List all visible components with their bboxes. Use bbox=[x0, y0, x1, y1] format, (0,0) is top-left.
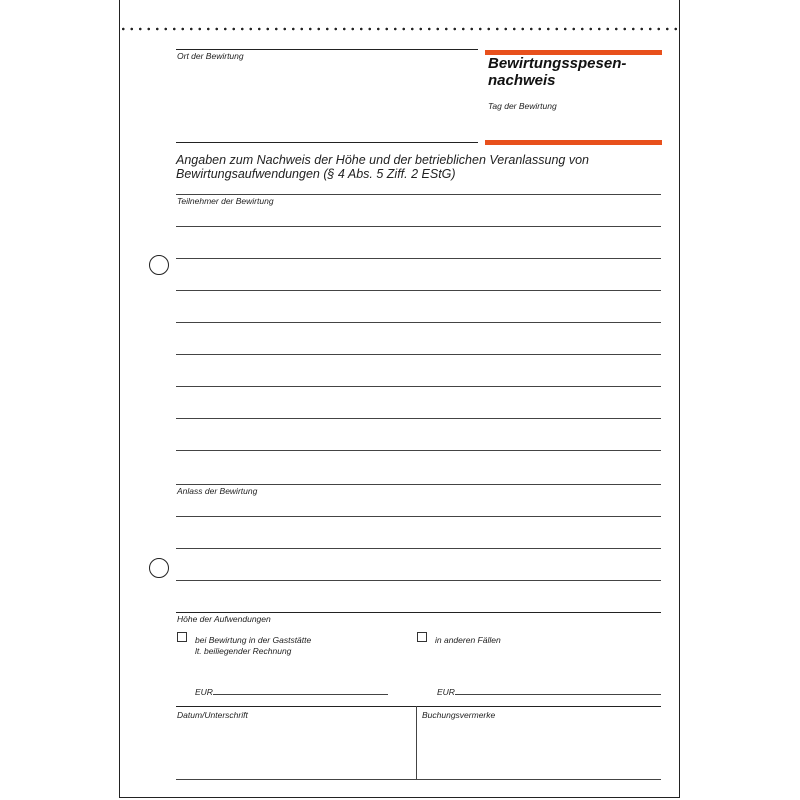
anlass-line-2[interactable] bbox=[176, 548, 661, 549]
teilnehmer-line-1[interactable] bbox=[176, 226, 661, 227]
option-andere-label: in anderen Fällen bbox=[435, 635, 501, 645]
teilnehmer-line-8[interactable] bbox=[176, 450, 661, 451]
form-title bbox=[488, 55, 626, 89]
teilnehmer-line-5[interactable] bbox=[176, 354, 661, 355]
hoehe-label: Höhe der Aufwendungen bbox=[177, 614, 271, 624]
teilnehmer-line-3[interactable] bbox=[176, 290, 661, 291]
signature-divider bbox=[416, 706, 417, 779]
anlass-label: Anlass der Bewirtung bbox=[177, 486, 258, 496]
buchung-label: Buchungsvermerke bbox=[422, 710, 496, 720]
punch-hole-top bbox=[149, 255, 169, 275]
teilnehmer-line-7[interactable] bbox=[176, 418, 661, 419]
hoehe-top-line bbox=[176, 612, 661, 613]
tag-label: Tag der Bewirtung bbox=[488, 101, 557, 111]
anlass-top-line bbox=[176, 484, 661, 485]
teilnehmer-line-2[interactable] bbox=[176, 258, 661, 259]
option-gaststaette-line-1: bei Bewirtung in der Gaststätte bbox=[195, 635, 312, 645]
option-gaststaette-label bbox=[195, 635, 311, 657]
punch-hole-bottom bbox=[149, 558, 169, 578]
accent-bar-bottom bbox=[485, 140, 662, 145]
checkbox-andere[interactable] bbox=[417, 632, 427, 642]
ort-field-line[interactable] bbox=[176, 142, 478, 143]
teilnehmer-line-6[interactable] bbox=[176, 386, 661, 387]
intro-text: Angaben zum Nachweis der Höhe und der betrieblichen Veranlassung von Bewirtungsaufwendungen (§ 4 Abs. 5 Ziff. 2 EStG) bbox=[176, 153, 589, 181]
checkbox-gaststaette[interactable] bbox=[177, 632, 187, 642]
form-title-line-2: nachweis bbox=[488, 72, 556, 89]
option-gaststaette-line-2: lt. beiliegender Rechnung bbox=[195, 646, 292, 656]
teilnehmer-line-4[interactable] bbox=[176, 322, 661, 323]
ort-label: Ort der Bewirtung bbox=[177, 51, 244, 61]
anlass-line-1[interactable] bbox=[176, 516, 661, 517]
teilnehmer-top-line bbox=[176, 194, 661, 195]
amount-left-field[interactable] bbox=[213, 694, 388, 695]
currency-left-label: EUR bbox=[195, 687, 213, 697]
teilnehmer-label: Teilnehmer der Bewirtung bbox=[177, 196, 274, 206]
amount-right-field[interactable] bbox=[455, 694, 661, 695]
anlass-line-3[interactable] bbox=[176, 580, 661, 581]
datum-label: Datum/Unterschrift bbox=[177, 710, 248, 720]
signature-bottom-line[interactable] bbox=[176, 779, 661, 780]
currency-right-label: EUR bbox=[437, 687, 455, 697]
form-sheet bbox=[119, 0, 680, 798]
signature-top-line bbox=[176, 706, 661, 707]
ort-top-line bbox=[176, 49, 478, 50]
form-title-line-1: Bewirtungsspesen- bbox=[488, 55, 627, 72]
